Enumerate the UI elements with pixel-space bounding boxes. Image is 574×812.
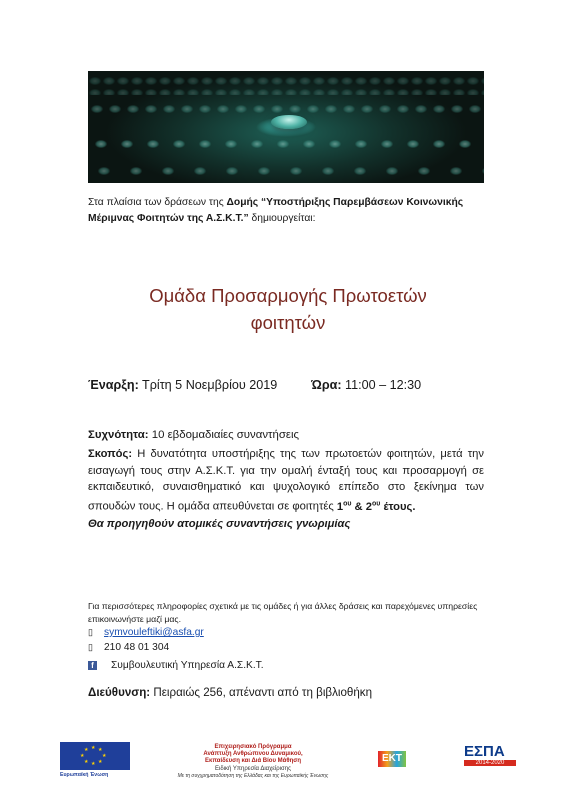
contact-facebook [88,660,264,671]
address-label: Διεύθυνση: [88,686,151,699]
facebook-icon[interactable]: f [88,661,97,670]
water-drop [271,115,307,129]
bubble-row [88,75,484,95]
envelope-icon: ▯ [88,627,93,637]
target-years: $1^{o\upsilon}$ & $2^{o\upsilon}$ έτους. [336,499,416,513]
address [88,686,372,699]
intro-suffix: δημιουργείται: [248,213,316,224]
eu-flag-icon: ★ ★ ★ ★ ★ ★ ★ ★ [60,742,130,770]
purpose-text: Η δυνατότητα υποστήριξης της των πρωτοετών φοιτητών, μετά την εισαγωγή τους στην Α.Σ.Κ.Τ. για την ομαλή ένταξή τους και προσαρμογή σε εκπαιδευτικό, συναισθηματικό και ψυχολογικό επίπεδο στο ξεκίνημα των σπουδών τους. Η ομάδα απευθύνεται σε φοιτητές [88,448,484,513]
facebook-page[interactable]: Συμβουλευτική Υπηρεσία Α.Σ.Κ.Τ. [111,660,264,671]
note: Θα προηγηθούν ατομικές συναντήσεις γνωριμίας [88,518,351,530]
frequency [88,429,299,441]
program-logo: Επιχειρησιακό Πρόγραμμα Ανάπτυξη Ανθρώπινου Δυναμικού, Εκπαίδευση και Διά Βίου Μάθηση Ειδική Υπηρεσία Διαχείρισης Με τη συγχρηματοδότηση της Ελλάδας και της Ευρωπαϊκής Ένωσης [177,744,329,779]
frequency-label: Συχνότητα: [88,429,149,441]
contact-phone [88,642,169,653]
start-label: Έναρξη: [88,378,139,392]
title-line-2: φοιτητών [250,312,326,333]
intro-text [88,195,488,227]
sponsor-footer [60,742,516,784]
intro-organization: Δομής “Υποστήριξης Παρεμβάσεων Κοινωνικής Μέριμνας Φοιτητών της Α.Σ.Κ.Τ.” [88,197,464,224]
email-link[interactable]: symvouleftiki@asfa.gr [104,627,204,638]
page-title [88,282,488,336]
eu-logo [60,742,134,782]
time-label: Ώρα: [311,378,342,392]
intro-prefix: Στα πλαίσια των δράσεων της [88,197,227,208]
eu-caption: Ευρωπαϊκή Ένωση [60,772,109,778]
start-value: Τρίτη 5 Νοεμβρίου 2019 [138,378,278,392]
bubble-row [88,159,484,179]
time-value: 11:00 – 12:30 [341,378,422,392]
header-image [88,71,484,183]
bubble-row [88,133,484,153]
purpose-label: Σκοπός: [88,448,133,460]
phone-number: 210 48 01 304 [104,642,170,653]
ekt-logo: ΕΚΤ [378,748,458,768]
purpose [88,446,484,515]
frequency-value: 10 εβδομαδιαίες συναντήσεις [148,429,299,441]
schedule [88,378,421,392]
title-line-1: Ομάδα Προσαρμογής Πρωτοετών [149,285,427,306]
address-value: Πειραιώς 256, απέναντι από τη βιβλιοθήκη [150,686,373,699]
more-info: Για περισσότερες πληροφορίες σχετικά με τις ομάδες ή για άλλες δράσεις και παρεχόμενες υπηρεσίες επικοινωνήστε μαζί μας. [88,601,478,624]
espa-logo: ΕΣΠΑ 2014-2020 [464,744,516,766]
contact-email [88,627,204,638]
phone-icon: ▯ [88,642,93,652]
